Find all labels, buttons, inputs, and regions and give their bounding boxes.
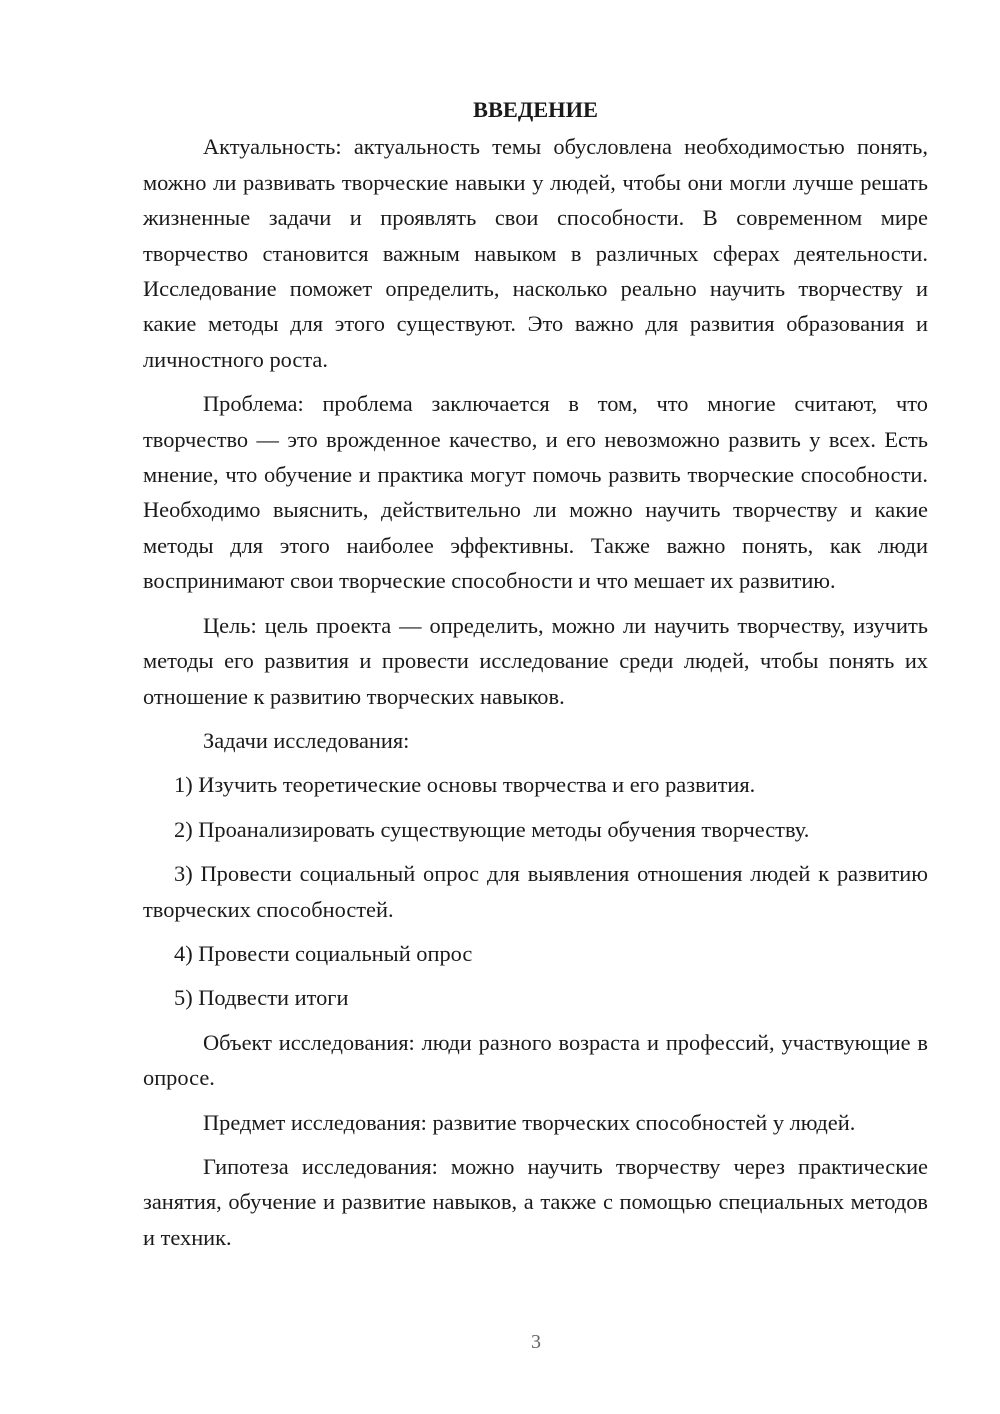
paragraph-object: Объект исследования: люди разного возраста и профессий, участвующие в опросе.: [143, 1029, 928, 1091]
document-page: [143, 92, 928, 1264]
page-number: 3: [531, 1331, 541, 1353]
tasks-heading: Задачи исследования:: [203, 727, 410, 753]
paragraph-problem: Проблема: проблема заключается в том, что многие считают, что творчество — это врожденное качество, и его невозможно развить у всех. Есть мнение, что обучение и практика могут помочь развить творческие способности. Необходимо выяснить, действительно ли можно научить творчеству и какие методы для этого наиболее эффективны. Также важно понять, как люди воспринимают свои творческие способности и что мешает их развитию.: [143, 391, 928, 594]
page-title: ВВЕДЕНИЕ: [473, 97, 598, 122]
task-item-2: 2) Проанализировать существующие методы обучения творчеству.: [174, 816, 810, 842]
task-item-5: 5) Подвести итоги: [174, 985, 349, 1011]
paragraph-hypothesis: Гипотеза исследования: можно научить творчеству через практические занятия, обучение и развитие навыков, а также с помощью специальных методов и техник.: [143, 1153, 928, 1250]
task-item-3: 3) Провести социальный опрос для выявления отношения людей к развитию творческих способностей.: [143, 861, 928, 922]
task-item-4: 4) Провести социальный опрос: [174, 940, 473, 966]
paragraph-goal: Цель: цель проекта — определить, можно ли научить творчеству, изучить методы его развития и провести исследование среди людей, чтобы понять их отношение к развитию творческих навыков.: [143, 612, 928, 709]
paragraph-relevance: Актуальность: актуальность темы обусловлена необходимостью понять, можно ли развивать творческие навыки у людей, чтобы они могли лучше решать жизненные задачи и проявлять свои способности. В современном мире творчество становится важным навыком в различных сферах деятельности. Исследование поможет определить, насколько реально научить творчеству и какие методы для этого существуют. Это важно для развития образования и личностного роста.: [143, 134, 928, 372]
task-item-1: 1) Изучить теоретические основы творчества и его развития.: [174, 772, 756, 798]
paragraph-subject: Предмет исследования: развитие творческих способностей у людей.: [203, 1109, 856, 1135]
